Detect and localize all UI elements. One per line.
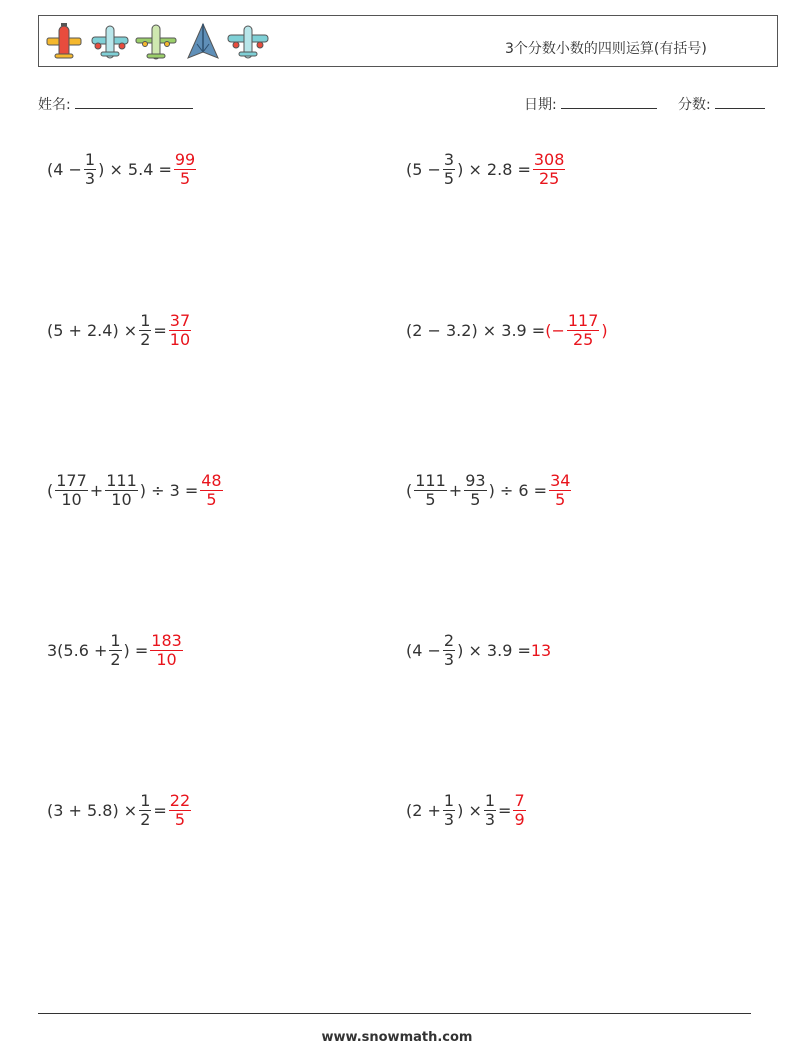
denominator: 10 <box>111 489 132 509</box>
blue-jet-icon <box>185 22 221 62</box>
footer-divider <box>38 1013 751 1014</box>
expr-part: (4 − <box>47 159 82 179</box>
expr-part: = <box>153 800 167 820</box>
expr-part: ) × 5.4 = <box>98 159 172 179</box>
expr-part: ) = <box>123 640 149 660</box>
answer-numerator: 34 <box>550 470 571 490</box>
expr-part: (2 + <box>406 800 441 820</box>
answer-denominator: 5 <box>174 809 186 829</box>
problem-6 <box>406 460 573 520</box>
footer-website[interactable]: www.snowmath.com <box>321 1030 473 1045</box>
date-label: 日期: <box>524 97 557 113</box>
answer-fraction <box>169 312 191 348</box>
problem-2 <box>406 139 567 199</box>
fraction <box>84 151 96 187</box>
expr-part: 3(5.6 + <box>47 640 108 660</box>
answer-fraction <box>567 312 600 348</box>
fraction <box>139 312 151 348</box>
problem-5 <box>47 460 225 520</box>
numerator: 111 <box>415 470 446 490</box>
numerator: 93 <box>465 470 486 490</box>
expr-part: ) ÷ 6 = <box>488 480 548 500</box>
expr-part: ( <box>47 480 54 500</box>
answer-fraction <box>174 151 196 187</box>
answer-denominator: 5 <box>555 489 566 509</box>
problem-1 <box>47 139 198 199</box>
worksheet-title: 3个分数小数的四则运算(有括号) <box>505 41 707 57</box>
denominator: 2 <box>140 329 151 349</box>
numerator: 1 <box>140 310 151 330</box>
fraction <box>139 792 151 828</box>
denominator: 10 <box>61 489 82 509</box>
answer-numerator: 37 <box>169 310 191 330</box>
expr-part: + <box>89 480 104 500</box>
answer-fraction <box>513 792 525 828</box>
denominator: 5 <box>443 168 455 188</box>
answer-fraction <box>150 632 183 668</box>
green-plane-icon <box>135 22 177 62</box>
answer-suffix: ) <box>601 320 608 340</box>
fraction <box>443 632 455 668</box>
expr-part: ( <box>406 480 413 500</box>
denominator: 2 <box>110 649 121 669</box>
answer-denominator: 10 <box>169 329 191 349</box>
numerator: 177 <box>56 470 87 490</box>
answer-prefix: (− <box>545 320 565 340</box>
fraction <box>464 472 486 508</box>
answer-numerator: 308 <box>533 149 565 169</box>
answer-denominator: 25 <box>572 329 594 349</box>
expr-part: = <box>498 800 512 820</box>
yellow-plane-icon <box>45 22 83 62</box>
problem-3 <box>47 300 193 360</box>
numerator: 1 <box>140 790 151 810</box>
answer-value: 13 <box>530 640 552 660</box>
header-box <box>38 15 778 67</box>
score-line[interactable] <box>715 94 765 109</box>
name-label: 姓名: <box>38 97 71 113</box>
expr-part: (5 − <box>406 159 441 179</box>
answer-numerator: 48 <box>201 470 222 490</box>
name-line[interactable] <box>75 94 193 109</box>
answer-numerator: 183 <box>151 630 182 650</box>
denominator: 3 <box>484 809 496 829</box>
denominator: 3 <box>84 168 96 188</box>
answer-fraction <box>169 792 191 828</box>
fraction <box>443 792 455 828</box>
answer-fraction <box>533 151 566 187</box>
fraction <box>109 632 121 668</box>
name-field <box>38 94 193 114</box>
problem-4 <box>406 300 608 360</box>
score-field <box>678 94 765 114</box>
fraction <box>414 472 447 508</box>
numerator: 3 <box>443 149 455 169</box>
expr-part: = <box>153 320 167 340</box>
numerator: 1 <box>84 149 96 169</box>
answer-denominator: 5 <box>179 168 191 188</box>
date-line[interactable] <box>561 94 657 109</box>
answer-fraction <box>549 472 571 508</box>
denominator: 5 <box>470 489 481 509</box>
answer-denominator: 5 <box>206 489 217 509</box>
denominator: 2 <box>140 809 151 829</box>
fraction <box>484 792 496 828</box>
answer-numerator: 22 <box>169 790 191 810</box>
denominator: 3 <box>443 809 455 829</box>
problem-8 <box>406 620 551 680</box>
numerator: 1 <box>110 630 121 650</box>
answer-numerator: 117 <box>567 310 599 330</box>
expr-part: ) × <box>457 800 482 820</box>
numerator: 1 <box>443 790 455 810</box>
problem-10 <box>406 780 528 840</box>
expr-part: (4 − <box>406 640 441 660</box>
fraction <box>443 151 455 187</box>
problem-9 <box>47 780 193 840</box>
denominator: 5 <box>425 489 436 509</box>
teal-plane-icon <box>91 22 129 62</box>
answer-numerator: 99 <box>174 149 196 169</box>
expr-part: (3 + 5.8) × <box>47 800 138 820</box>
fraction <box>55 472 88 508</box>
numerator: 2 <box>443 630 455 650</box>
expr-part: ) × 2.8 = <box>457 159 531 179</box>
answer-denominator: 25 <box>538 168 560 188</box>
problem-7 <box>47 620 185 680</box>
fraction <box>105 472 138 508</box>
numerator: 1 <box>484 790 496 810</box>
numerator: 111 <box>106 470 137 490</box>
answer-denominator: 10 <box>156 649 177 669</box>
teal-plane-icon <box>227 22 269 62</box>
answer-fraction <box>200 472 222 508</box>
denominator: 3 <box>443 649 455 669</box>
expr-part: + <box>448 480 463 500</box>
expr-part: ) × 3.9 = <box>457 640 531 660</box>
answer-denominator: 9 <box>514 809 525 829</box>
answer-numerator: 7 <box>514 790 525 810</box>
score-label: 分数: <box>678 97 711 113</box>
expr-part: (2 − 3.2) × 3.9 = <box>406 320 546 340</box>
date-field <box>524 94 657 114</box>
expr-part: (5 + 2.4) × <box>47 320 138 340</box>
expr-part: ) ÷ 3 = <box>139 480 199 500</box>
